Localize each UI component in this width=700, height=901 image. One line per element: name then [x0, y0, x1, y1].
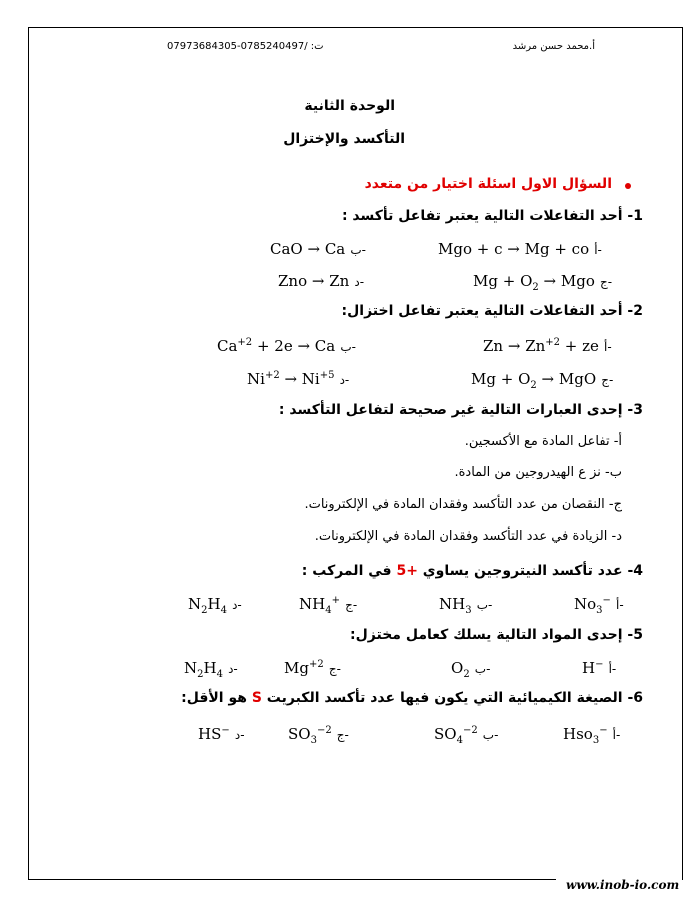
- page-border: [28, 27, 683, 880]
- q6-option-b: [434, 724, 498, 746]
- q3-option-b: ب- نز ع الهيدروجين من المادة.: [454, 465, 622, 480]
- q5-d-formula: $N_2H_4$: [184, 659, 223, 680]
- q1-d-label: د-: [354, 275, 365, 289]
- q1-a-formula: Mgo + c → Mg + co: [438, 240, 590, 258]
- q2-option-d: [247, 369, 349, 388]
- q1-a-label: أ-: [594, 243, 602, 257]
- q4-b-label: ب-: [476, 598, 493, 612]
- q5-a-formula: H−: [582, 659, 604, 677]
- q6-b-formula: $SO_4^{-2}$: [434, 725, 478, 746]
- q1-option-b: [270, 239, 366, 258]
- q1-option-c: [473, 271, 612, 293]
- phone-number: ت: /0785240497-07973684305: [167, 41, 324, 52]
- q6-option-d: [198, 724, 245, 743]
- q6-d-formula: HS−: [198, 725, 230, 743]
- q6-option-a: [563, 724, 620, 746]
- topic-title: التأكسد والإختزال: [283, 131, 405, 147]
- q5-c-formula: $Mg^{+2}$: [284, 659, 324, 677]
- q1-d-formula: Zno → Zn: [278, 272, 350, 290]
- q2-option-c: [471, 369, 613, 391]
- q2-a-formula: $Zn \to Zn^{+2}$ + ze: [483, 337, 599, 355]
- q3-option-c: ج- النقصان من عدد التأكسد وفقدان المادة في الإلكترونات.: [304, 497, 622, 512]
- q5-d-label: د-: [228, 662, 238, 676]
- q4-a-formula: $No_3^-$: [574, 595, 611, 616]
- q6-b-label: ب-: [482, 728, 499, 742]
- question-5: 5- إحدى المواد التالية يسلك كعامل مختزل:: [350, 627, 643, 643]
- question-4: 4- عدد تأكسد النيتروجين يساوي +5 في المركب :: [301, 563, 643, 579]
- q4-a-label: أ-: [616, 598, 624, 612]
- q6-a-formula: Hso$_3$−: [563, 725, 608, 746]
- q1-b-label: ب-: [350, 243, 366, 257]
- q6-d-label: د-: [234, 728, 245, 742]
- question-1: 1- أحد التفاعلات التالية يعتبر تفاعل تأكسد :: [341, 208, 643, 224]
- q6-c-label: ج-: [336, 728, 349, 742]
- unit-title: الوحدة الثانية: [304, 98, 395, 114]
- q5-c-label: ج-: [328, 662, 341, 676]
- q2-option-b: [217, 336, 356, 355]
- bullet-icon: [625, 183, 631, 189]
- q6-a-label: أ-: [612, 728, 621, 742]
- q2-a-label: أ-: [604, 340, 612, 354]
- q5-option-b: [451, 658, 490, 680]
- question-2: 2- أحد التفاعلات التالية يعتبر تفاعل اختزال:: [341, 303, 643, 319]
- question-3: 3- إحدى العبارات التالية غير صحيحة لتفاعل التأكسد :: [278, 402, 643, 418]
- q5-option-c: [284, 658, 341, 677]
- author-name: أ.محمد حسن مرشد: [512, 41, 595, 52]
- q4-option-d: [188, 594, 242, 616]
- q3-option-a: أ- تفاعل المادة مع الأكسجين.: [464, 434, 622, 449]
- q4-option-b: [439, 594, 492, 616]
- section-heading: السؤال الاول اسئلة اختيار من متعدد: [364, 176, 612, 192]
- q1-b-formula: CaO → Ca: [270, 240, 346, 258]
- q4-d-label: د-: [232, 598, 242, 612]
- q6-option-c: [288, 724, 349, 746]
- q1-option-a: [438, 239, 602, 258]
- q5-b-formula: $O_2$: [451, 659, 470, 680]
- q1-option-d: [278, 271, 364, 290]
- q6-c-formula: $SO_3^{-2}$: [288, 725, 332, 746]
- question-6: 6- الصيغة الكيميائية التي يكون فيها عدد تأكسد الكبريت S هو الأقل:: [181, 690, 643, 706]
- q1-c-formula: $Mg + O_2$ → Mgo: [473, 272, 595, 293]
- q5-option-a: [582, 658, 616, 677]
- q4-b-formula: $NH_3$: [439, 595, 472, 616]
- q2-d-formula: $Ni^{+2} \to Ni^{+5}$: [247, 370, 335, 388]
- bottom-rule: [28, 879, 556, 880]
- q1-c-label: ج-: [599, 275, 613, 289]
- footer-website: www.inob-io.com: [566, 878, 680, 892]
- q5-b-label: ب-: [474, 662, 491, 676]
- q2-b-label: ب-: [340, 340, 356, 354]
- q5-a-label: أ-: [608, 662, 617, 676]
- q2-c-label: ج-: [601, 373, 614, 387]
- q4-d-formula: $N_2H_4$: [188, 595, 227, 616]
- q3-option-d: د- الزيادة في عدد التأكسد وفقدان المادة في الإلكترونات.: [314, 529, 622, 544]
- q2-b-formula: $Ca^{+2} + 2e \to Ca$: [217, 337, 336, 355]
- q4-option-c: [299, 594, 357, 616]
- q5-option-d: [184, 658, 238, 680]
- q4-option-a: [574, 594, 624, 616]
- q2-c-formula: $Mg + O_2$ → MgO: [471, 370, 597, 391]
- q4-c-formula: $NH_4^+$: [299, 595, 340, 616]
- q2-d-label: د-: [339, 373, 350, 387]
- q4-c-label: ج-: [345, 598, 358, 612]
- q2-option-a: [483, 336, 612, 355]
